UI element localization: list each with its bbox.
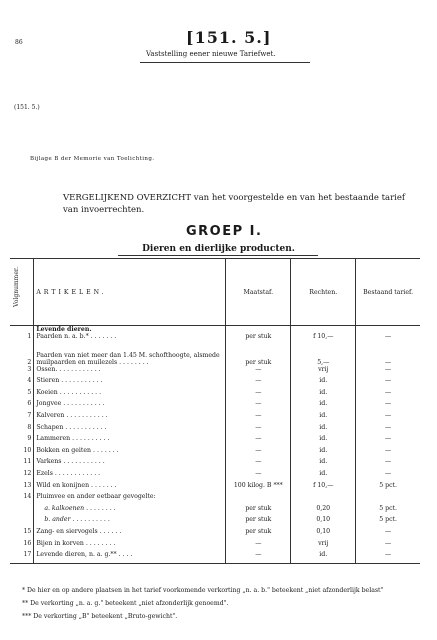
footnote-2: ** De verkorting „n. a. g." beteekent „niet afzonderlijk genoemd". <box>22 600 229 607</box>
row-article: Kalveren . . . . . . . . . . . <box>34 412 226 424</box>
row-rechten: f 10,— <box>291 333 356 345</box>
row-article: Wild en konijnen . . . . . . . <box>34 482 226 494</box>
row-maatstaf: per stuk <box>226 345 291 366</box>
row-maatstaf: — <box>226 551 291 563</box>
header-rule <box>140 62 310 63</box>
row-bestaand: — <box>385 358 392 366</box>
row-maatstaf: — <box>226 400 291 412</box>
row-bestaand: — <box>385 388 392 396</box>
group-title: GROEP I. <box>186 224 263 239</box>
row-bestaand: — <box>385 377 392 385</box>
row-number <box>10 516 34 528</box>
table-row <box>10 458 420 470</box>
row-maatstaf: per stuk <box>226 505 291 517</box>
row-number: 3 <box>10 366 34 378</box>
row-rechten: id. <box>291 389 356 401</box>
tariff-table <box>10 258 420 564</box>
row-number: 2 <box>10 345 34 366</box>
subtitle-rule <box>118 255 318 256</box>
row-bestaand: 5 pct. <box>379 481 397 489</box>
row-article: Bijen in korven . . . . . . . . <box>34 540 226 552</box>
row-maatstaf: — <box>226 447 291 459</box>
row-rechten: id. <box>291 377 356 389</box>
row-number: 12 <box>10 470 34 482</box>
table-row <box>10 435 420 447</box>
row-number: 4 <box>10 377 34 389</box>
table-row <box>10 345 420 366</box>
row-bestaand: — <box>385 435 392 443</box>
intro-heading: VERGELIJKEND OVERZICHT van het voorgestelde en van het bestaande tarief van invoerrechten. <box>63 193 406 215</box>
page-number: 86 <box>15 39 23 46</box>
row-rechten: id. <box>291 551 356 563</box>
row-maatstaf: — <box>226 377 291 389</box>
row-rechten: 0,10 <box>291 528 356 540</box>
row-rechten: id. <box>291 435 356 447</box>
page-header-title: [151. 5.] <box>186 28 272 47</box>
row-article: b. ander . . . . . . . . . . <box>34 516 226 528</box>
column-header-rechten: Rechten. <box>291 259 356 326</box>
row-bestaand <box>356 493 420 505</box>
table-row <box>10 389 420 401</box>
row-bestaand: — <box>385 539 392 547</box>
row-number: 8 <box>10 424 34 436</box>
row-article: Zang- en siervogels . . . . . . <box>34 528 226 540</box>
row-article: Paarden n. a. b.* . . . . . . . <box>34 333 226 345</box>
row-bestaand: — <box>385 423 392 431</box>
column-header-artikelen: ARTIKELEN. <box>34 259 226 326</box>
row-article: Ossen. . . . . . . . . . . . <box>34 366 226 378</box>
row-article: a. kalkoenen . . . . . . . . <box>34 505 226 517</box>
table-row <box>10 333 420 345</box>
row-article: Varkens . . . . . . . . . . . <box>34 458 226 470</box>
section-row <box>10 326 420 334</box>
column-header-maatstaf: Maatstaf. <box>226 259 291 326</box>
row-article: Pluimvee en ander eetbaar gevogelte: <box>34 493 226 505</box>
row-rechten: vrij <box>291 366 356 378</box>
footnote-3: *** De verkorting „B" beteekent „Bruto-gewicht". <box>22 613 178 620</box>
group-subtitle: Dieren en dierlijke producten. <box>142 244 295 254</box>
row-number: 6 <box>10 400 34 412</box>
table-row <box>10 551 420 563</box>
row-article: Levende dieren, n. a. g.** . . . . <box>34 551 226 563</box>
row-article: Paarden van niet meer dan 1.45 M. schofthoogte, alsmede muilpaarden en muilezels . . . . . . . . <box>34 345 226 366</box>
appendix-label: Bijlage B der Memorie van Toelichting. <box>30 156 155 162</box>
row-maatstaf: — <box>226 458 291 470</box>
row-bestaand: — <box>385 365 392 373</box>
row-maatstaf: — <box>226 366 291 378</box>
row-rechten: id. <box>291 400 356 412</box>
row-number: 14 <box>10 493 34 505</box>
row-bestaand: — <box>385 469 392 477</box>
row-rechten: id. <box>291 412 356 424</box>
table-row <box>10 366 420 378</box>
table-row <box>10 540 420 552</box>
document-reference: (151. 5.) <box>14 104 40 111</box>
row-maatstaf: — <box>226 412 291 424</box>
row-bestaand: — <box>385 527 392 535</box>
row-bestaand: — <box>356 551 420 563</box>
row-number: 5 <box>10 389 34 401</box>
row-article: Schapen . . . . . . . . . . . <box>34 424 226 436</box>
page-header-subtitle: Vaststelling eener nieuwe Tariefwet. <box>146 50 276 58</box>
row-rechten: id. <box>291 424 356 436</box>
row-bestaand: — <box>385 333 392 340</box>
table-row <box>10 505 420 517</box>
row-number: 17 <box>10 551 34 563</box>
row-article: Koeien . . . . . . . . . . . <box>34 389 226 401</box>
row-article: Ezels . . . . . . . . . . . . <box>34 470 226 482</box>
row-bestaand: — <box>385 446 392 454</box>
row-rechten: id. <box>291 458 356 470</box>
row-article: Lammeren . . . . . . . . . . <box>34 435 226 447</box>
row-maatstaf: — <box>226 470 291 482</box>
row-bestaand: — <box>385 400 392 408</box>
row-maatstaf <box>226 493 291 505</box>
footnote-1: * De hier en op andere plaatsen in het tarief voorkomende verkorting „n. a. b." beteekent „niet afzonderlijk belast" <box>22 587 384 594</box>
table-row <box>10 528 420 540</box>
row-maatstaf: — <box>226 389 291 401</box>
row-number <box>10 505 34 517</box>
row-article: Stieren . . . . . . . . . . . <box>34 377 226 389</box>
row-number: 10 <box>10 447 34 459</box>
table-header-row <box>10 259 420 326</box>
column-header-bestaand: Bestaand tarief. <box>356 259 420 326</box>
row-maatstaf: 100 kilog. B *** <box>226 482 291 494</box>
column-header-nr: Volgnummer. <box>10 259 34 326</box>
table-row <box>10 377 420 389</box>
row-rechten: vrij <box>291 540 356 552</box>
row-rechten: id. <box>291 470 356 482</box>
row-maatstaf: — <box>226 540 291 552</box>
row-number: 15 <box>10 528 34 540</box>
table-row <box>10 400 420 412</box>
row-bestaand: — <box>385 411 392 419</box>
row-rechten <box>291 493 356 505</box>
row-number: 1 <box>10 333 34 345</box>
row-number: 16 <box>10 540 34 552</box>
row-rechten: f 10,— <box>291 482 356 494</box>
row-number: 9 <box>10 435 34 447</box>
row-rechten: 0,20 <box>291 505 356 517</box>
table-row <box>10 493 420 505</box>
row-rechten: 5,— <box>291 345 356 366</box>
row-maatstaf: per stuk <box>226 528 291 540</box>
row-number: 7 <box>10 412 34 424</box>
row-article: Jongvee . . . . . . . . . . . <box>34 400 226 412</box>
row-maatstaf: per stuk <box>226 516 291 528</box>
row-rechten: 0,10 <box>291 516 356 528</box>
table-row <box>10 424 420 436</box>
table-row <box>10 482 420 494</box>
row-maatstaf: per stuk <box>226 333 291 345</box>
row-bestaand: — <box>385 458 392 466</box>
row-article: Bokken en geiten . . . . . . . <box>34 447 226 459</box>
table-row <box>10 447 420 459</box>
table-row <box>10 470 420 482</box>
row-maatstaf: — <box>226 435 291 447</box>
row-bestaand: 5 pct. <box>379 504 397 512</box>
section-title: Levende dieren. <box>34 326 226 334</box>
table-row <box>10 516 420 528</box>
row-maatstaf: — <box>226 424 291 436</box>
row-number: 11 <box>10 458 34 470</box>
table-row <box>10 412 420 424</box>
row-number: 13 <box>10 482 34 494</box>
row-rechten: id. <box>291 447 356 459</box>
row-bestaand: 5 pct. <box>379 516 397 524</box>
